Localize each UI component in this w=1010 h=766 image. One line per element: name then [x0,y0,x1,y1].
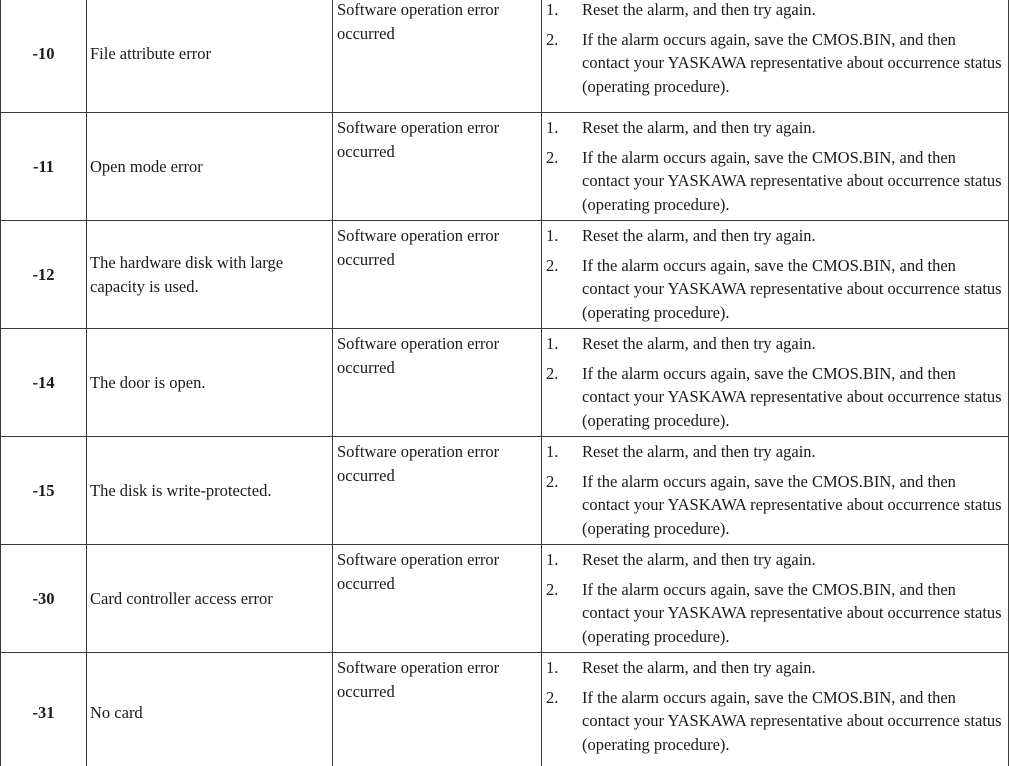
step-text: Reset the alarm, and then try again. [582,334,816,353]
step-text: Reset the alarm, and then try again. [582,0,816,19]
cause-cell: Software operation error occurred [333,221,542,329]
sub-code-cell: -14 [1,329,87,437]
step-number: 2. [546,29,559,49]
sub-code-cell: -30 [1,545,87,653]
step-text: If the alarm occurs again, save the CMOS.BIN, and then contact your YASKAWA representative about occurrence status (operating procedure). [582,471,1002,538]
remedy-step [546,656,1002,680]
description-cell: The disk is write-protected. [87,437,333,545]
sub-code-cell: -31 [1,653,87,766]
cause-cell: Software operation error occurred [333,0,542,113]
remedy-cell [542,221,1009,329]
description-cell: The hardware disk with large capacity is used. [87,221,333,329]
table-row [1,329,1009,437]
table-row [1,113,1009,221]
step-text: If the alarm occurs again, save the CMOS.BIN, and then contact your YASKAWA representative about occurrence status (operating procedure). [582,363,1002,430]
remedy-step [546,548,1002,572]
step-text: Reset the alarm, and then try again. [582,442,816,461]
table-row [1,545,1009,653]
step-number: 2. [546,471,559,491]
remedy-step [546,224,1002,248]
alarm-table-body [1,0,1009,766]
remedy-cell [542,113,1009,221]
remedy-step [546,686,1002,757]
step-text: If the alarm occurs again, save the CMOS.BIN, and then contact your YASKAWA representative about occurrence status (operating procedure). [582,255,1002,322]
sub-code-cell: -15 [1,437,87,545]
step-text: Reset the alarm, and then try again. [582,550,816,569]
remedy-step [546,0,1002,22]
remedy-step [546,332,1002,356]
remedy-step [546,116,1002,140]
description-cell: Open mode error [87,113,333,221]
description-cell: No card [87,653,333,766]
cause-cell: Software operation error occurred [333,437,542,545]
cause-cell: Software operation error occurred [333,329,542,437]
remedy-cell [542,329,1009,437]
cause-cell: Software operation error occurred [333,113,542,221]
cause-cell: Software operation error occurred [333,653,542,766]
step-text: If the alarm occurs again, save the CMOS.BIN, and then contact your YASKAWA representative about occurrence status (operating procedure). [582,29,1002,96]
sub-code-cell: -10 [1,0,87,113]
step-text: Reset the alarm, and then try again. [582,658,816,677]
step-number: 1. [546,118,559,137]
table-row [1,437,1009,545]
description-cell: The door is open. [87,329,333,437]
description-cell: Card controller access error [87,545,333,653]
step-number: 2. [546,687,559,707]
step-number: 1. [546,0,559,19]
step-number: 2. [546,147,559,167]
remedy-cell [542,437,1009,545]
remedy-step [546,440,1002,464]
step-number: 2. [546,255,559,275]
step-number: 1. [546,442,559,461]
sub-code-cell: -12 [1,221,87,329]
table-row [1,0,1009,113]
remedy-step [546,254,1002,325]
remedy-step [546,470,1002,541]
table-row [1,221,1009,329]
step-number: 2. [546,579,559,599]
remedy-cell [542,545,1009,653]
sub-code-cell: -11 [1,113,87,221]
cause-cell: Software operation error occurred [333,545,542,653]
step-text: If the alarm occurs again, save the CMOS.BIN, and then contact your YASKAWA representative about occurrence status (operating procedure). [582,687,1002,754]
step-number: 1. [546,334,559,353]
remedy-step [546,146,1002,217]
step-text: Reset the alarm, and then try again. [582,118,816,137]
step-text: If the alarm occurs again, save the CMOS.BIN, and then contact your YASKAWA representative about occurrence status (operating procedure). [582,147,1002,214]
remedy-cell [542,653,1009,766]
step-number: 1. [546,550,559,569]
step-number: 1. [546,658,559,677]
table-row [1,653,1009,766]
remedy-step [546,362,1002,433]
step-number: 1. [546,226,559,245]
step-number: 2. [546,363,559,383]
remedy-step [546,578,1002,649]
step-text: If the alarm occurs again, save the CMOS.BIN, and then contact your YASKAWA representative about occurrence status (operating procedure). [582,579,1002,646]
remedy-cell [542,0,1009,113]
remedy-step [546,28,1002,99]
description-cell: File attribute error [87,0,333,113]
step-text: Reset the alarm, and then try again. [582,226,816,245]
